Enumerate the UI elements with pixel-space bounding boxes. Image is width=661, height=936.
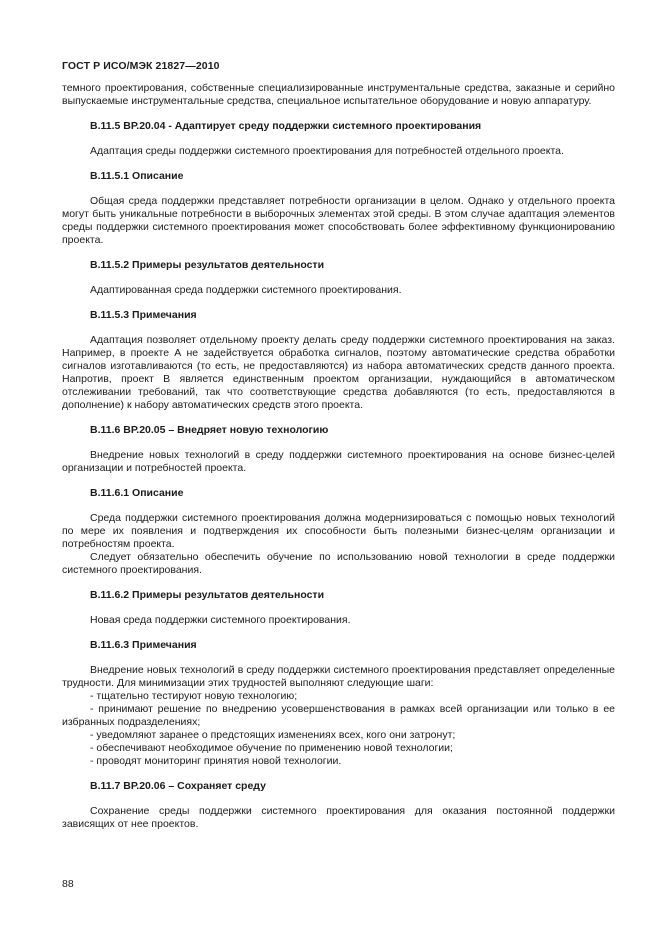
- paragraph: Общая среда поддержки представляет потребности организации в целом. Однако у отдельного проекта могут быть уникальные потребности в выборочных элементах этой среды. В этом случае адаптация элементов среды поддержки системного проектирования может способствовать более эффективному функционированию проекта.: [62, 195, 615, 246]
- list-item: - обеспечивают необходимое обучение по применению новой технологии;: [90, 742, 453, 754]
- section-heading-b11-6-2: В.11.6.2 Примеры результатов деятельности: [90, 589, 325, 601]
- document-page: [62, 60, 615, 831]
- paragraph: Следует обязательно обеспечить обучение по использованию новой технологии в среде поддержки системного проектирования.: [62, 551, 615, 576]
- paragraph: Сохранение среды поддержки системного проектирования для оказания постоянной поддержки зависящих от нее проектов.: [62, 805, 615, 830]
- paragraph-continuation: темного проектирования, собственные специализированные инструментальные средства, заказные и серийно выпускаемые инструментальные средства, специальное испытательное оборудование и новую аппаратуру.: [62, 82, 615, 107]
- page-number: 88: [62, 878, 74, 890]
- paragraph: Внедрение новых технологий в среду поддержки системного проектирования представляет определенные трудности. Для минимизации этих трудностей выполняют следующие шаги:: [62, 664, 615, 689]
- list-item: - уведомляют заранее о предстоящих изменениях всех, кого они затронут;: [90, 729, 456, 741]
- section-heading-b11-5-1: В.11.5.1 Описание: [90, 170, 184, 182]
- document-header: ГОСТ Р ИСО/МЭК 21827—2010: [62, 60, 220, 72]
- section-heading-b11-6: В.11.6 ВР.20.05 – Внедряет новую технологию: [90, 424, 329, 436]
- section-heading-b11-7: В.11.7 ВР.20.06 – Сохраняет среду: [90, 780, 266, 792]
- section-heading-b11-6-1: В.11.6.1 Описание: [90, 487, 184, 499]
- section-heading-b11-6-3: В.11.6.3 Примечания: [90, 639, 197, 651]
- section-heading-b11-5-2: В.11.5.2 Примеры результатов деятельности: [90, 259, 325, 271]
- list-item: - проводят мониторинг принятия новой технологии.: [90, 755, 342, 767]
- section-heading-b11-5-3: В.11.5.3 Примечания: [90, 309, 197, 321]
- paragraph: Внедрение новых технологий в среду поддержки системного проектирования на основе бизнес-целей организации и потребностей проекта.: [62, 449, 615, 474]
- list-item: - принимают решение по внедрению усовершенствования в рамках всей организации или только в ее избранных подразделениях;: [62, 703, 615, 728]
- paragraph: Новая среда поддержки системного проектирования.: [90, 614, 351, 626]
- list-item: - тщательно тестируют новую технологию;: [90, 690, 298, 702]
- paragraph: Адаптированная среда поддержки системного проектирования.: [90, 284, 402, 296]
- paragraph: Адаптация позволяет отдельному проекту делать среду поддержки системного проектирования на заказ. Например, в проекте А не задействуется обработка сигналов, поэтому автоматические средства обработки сигналов изготавливаются (то есть, не предоставляются) из набора автоматических средств данного проекта. Напротив, проект В является единственным проектом организации, нуждающийся в автоматическом отслеживании требований, так что соответствующие средства добавляются (то есть, предоставляются в дополнение) к набору автоматических средств этого проекта.: [62, 334, 615, 411]
- section-heading-b11-5: В.11.5 ВР.20.04 - Адаптирует среду поддержки системного проектирования: [90, 120, 482, 132]
- paragraph: Адаптация среды поддержки системного проектирования для потребностей отдельного проекта.: [90, 145, 564, 157]
- paragraph: Среда поддержки системного проектирования должна модернизироваться с помощью новых технологий по мере их появления и подтверждения их способности быть полезными бизнес-целям организации и потребностям проекта.: [62, 512, 615, 550]
